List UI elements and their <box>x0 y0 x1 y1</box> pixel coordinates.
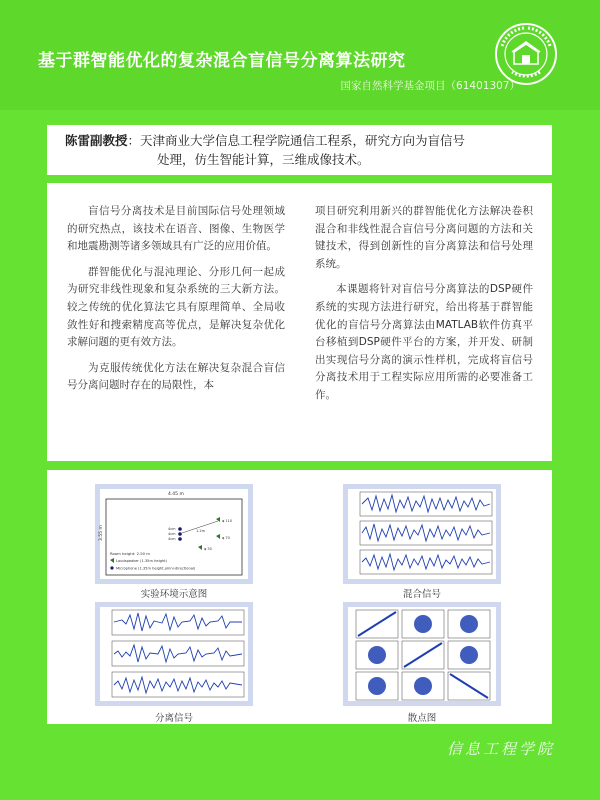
author-panel <box>47 125 552 175</box>
author-desc-line2: 处理，仿生智能计算，三维成像技术。 <box>157 152 370 167</box>
room-width-label: 4.45 m <box>168 492 184 497</box>
env-figure <box>95 484 253 584</box>
scatter-caption: 散点图 <box>407 713 437 724</box>
paragraph: 为克服传统优化方法在解决复杂混合盲信号分离问题时存在的局限性，本 <box>67 361 285 392</box>
mic-spacing-label: 4cm <box>168 537 176 541</box>
angle-label: φ 30 <box>204 547 212 551</box>
scatter-figure <box>343 602 501 706</box>
separated-waveforms <box>100 607 248 701</box>
separated-signal-figure <box>95 602 253 706</box>
paragraph: 盲信号分离技术是目前国际信号处理领域的研究热点，该技术在语音、图像、生物医学和地震勘测等诸多领域具有广泛的应用价值。 <box>67 205 285 253</box>
mic-dot <box>178 527 182 531</box>
mic-spacing-label: 4cm <box>168 532 176 536</box>
separated-caption: 分离信号 <box>154 713 193 724</box>
legend-loudspeaker: Loudspeaker (1.35m height) <box>116 559 167 563</box>
paragraph: 群智能优化与混沌理论、分形几何一起成为研究非线性现象和复杂系统的三大新方法。较之传统的优化算法它具有原理简单、全局收敛性好和搜索精度高等优点，是解决复杂优化求解问题的更有效方法。 <box>67 265 285 349</box>
distance-label: 1.2m <box>196 529 205 533</box>
grant-subtitle: 国家自然科学基金项目（61401307） <box>340 80 520 92</box>
scatter-matrix <box>348 607 496 701</box>
school-name-footer: 信息工程学院 <box>446 740 555 758</box>
description-panel <box>47 183 552 461</box>
legend-microphone: Microphone (1.35m height,omni-directional) <box>116 566 196 571</box>
mic-spacing-label: 4cm <box>168 527 176 531</box>
paragraph: 项目研究利用新兴的群智能优化方法解决卷积混合和非线性混合盲信号分离问题的方法和关键技术，得到创新性的盲分离算法和信号处理系统。 <box>315 205 533 270</box>
microphone-legend-icon <box>110 566 113 569</box>
loudspeaker-icon <box>198 545 202 550</box>
loudspeaker-legend-icon <box>110 558 114 563</box>
author-name: 陈雷副教授 <box>65 133 128 148</box>
loudspeaker-icon <box>216 534 220 539</box>
paragraph: 本课题将针对盲信号分离算法的DSP硬件系统的实现方法进行研究，给出将基于群智能优化的盲信号分离算法由MATLAB软件仿真平台移植到DSP硬件平台的方案，并开发、研制出实现信号分离的演示性样机，完成将盲信号分离技术用于工程实际应用所需的必要准备工作。 <box>315 283 533 401</box>
left-column <box>67 203 285 403</box>
mic-dot <box>178 537 182 541</box>
env-caption: 实验环境示意图 <box>140 589 208 600</box>
author-desc-line1: ：天津商业大学信息工程学院通信工程系，研究方向为盲信号 <box>127 133 466 148</box>
angle-label: φ 70 <box>222 536 230 540</box>
room-height-label: 3.55 m <box>99 525 104 541</box>
mixed-caption: 混合信号 <box>402 589 441 600</box>
mixed-waveforms <box>348 489 496 579</box>
mic-dot <box>178 532 182 536</box>
right-column <box>315 203 533 413</box>
figures-panel <box>47 470 552 724</box>
room-height-note: Room height: 2.50 m <box>110 551 150 556</box>
poster-title: 基于群智能优化的复杂混合盲信号分离算法研究 <box>38 51 406 71</box>
angle-label: φ 110 <box>222 519 233 523</box>
university-seal-logo <box>494 22 558 86</box>
mixed-signal-figure <box>343 484 501 584</box>
